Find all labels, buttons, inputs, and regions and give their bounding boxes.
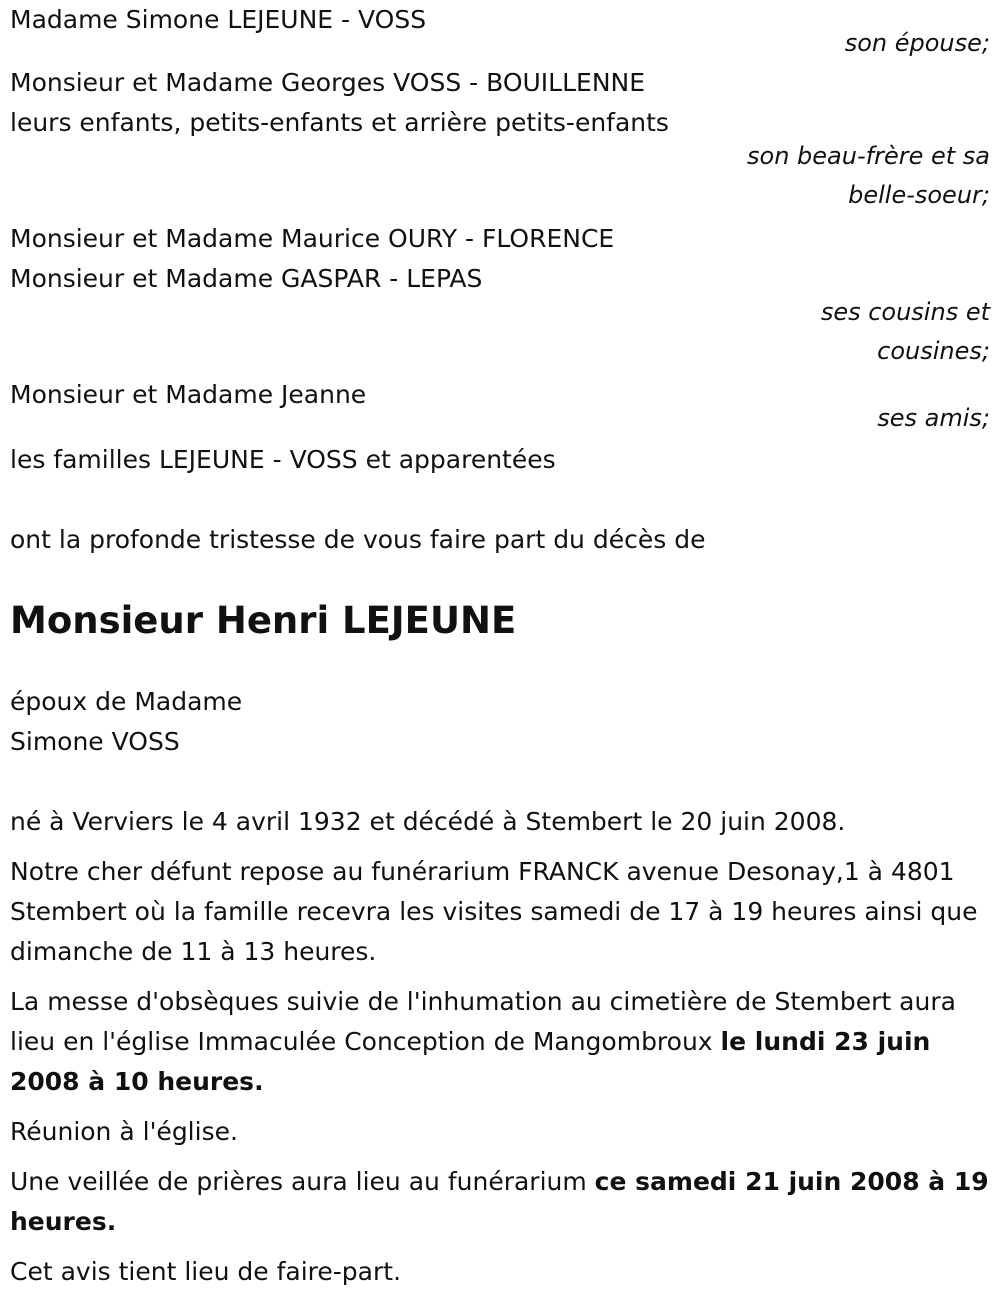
death-notice [10,0,990,1292]
family-name-line: Monsieur et Madame Jeanne [10,380,367,409]
family-role: belle-soeur; [848,181,990,209]
mass-date: le lundi 23 juin 2008 à 10 heures. [10,1027,931,1096]
family-role: ses amis; [877,404,990,432]
mass-paragraph [10,982,990,1102]
family-name-line: Madame Simone LEJEUNE - VOSS [10,5,427,34]
spouse-line: époux de Madame [10,687,243,716]
family-name-line: leurs enfants, petits-enfants et arrière petits-enfants [10,108,669,137]
spouse-line: Simone VOSS [10,727,180,756]
family-name-line: Monsieur et Madame GASPAR - LEPAS [10,264,483,293]
birth-death-text: né à Verviers le 4 avril 1932 et décédé à Stembert le 20 juin 2008. [10,807,846,836]
mass-text: La messe d'obsèques suivie de l'inhumation au cimetière de Stembert aura lieu en l'église Immaculée Conception de Mangombroux [10,987,956,1056]
family-name-line: Monsieur et Madame Georges VOSS - BOUILLENNE [10,68,646,97]
family-role: son épouse; [844,29,990,57]
intro-text: ont la profonde tristesse de vous faire part du décès de [10,525,706,554]
family-role: son beau-frère et sa [747,142,990,170]
meeting-text: Réunion à l'église. [10,1117,238,1146]
vigil-text: Une veillée de prières aura lieu au funérarium [10,1167,595,1196]
family-name-line: Monsieur et Madame Maurice OURY - FLORENCE [10,224,615,253]
family-role: cousines; [877,337,990,365]
vigil-date: ce samedi 21 juin 2008 à 19 heures. [10,1167,989,1236]
repose-text: Notre cher défunt repose au funérarium FRANCK avenue Desonay,1 à 4801 Stembert où la famille recevra les visites samedi de 17 à 19 heures ainsi que dimanche de 11 à 13 heures. [10,857,978,966]
vigil-paragraph [10,1162,990,1242]
closing-text: Cet avis tient lieu de faire-part. [10,1257,402,1286]
repose-paragraph [10,852,990,972]
deceased-name: Monsieur Henri LEJEUNE [10,599,517,642]
family-role: ses cousins et [820,298,990,326]
families-line: les familles LEJEUNE - VOSS et apparentées [10,445,556,474]
